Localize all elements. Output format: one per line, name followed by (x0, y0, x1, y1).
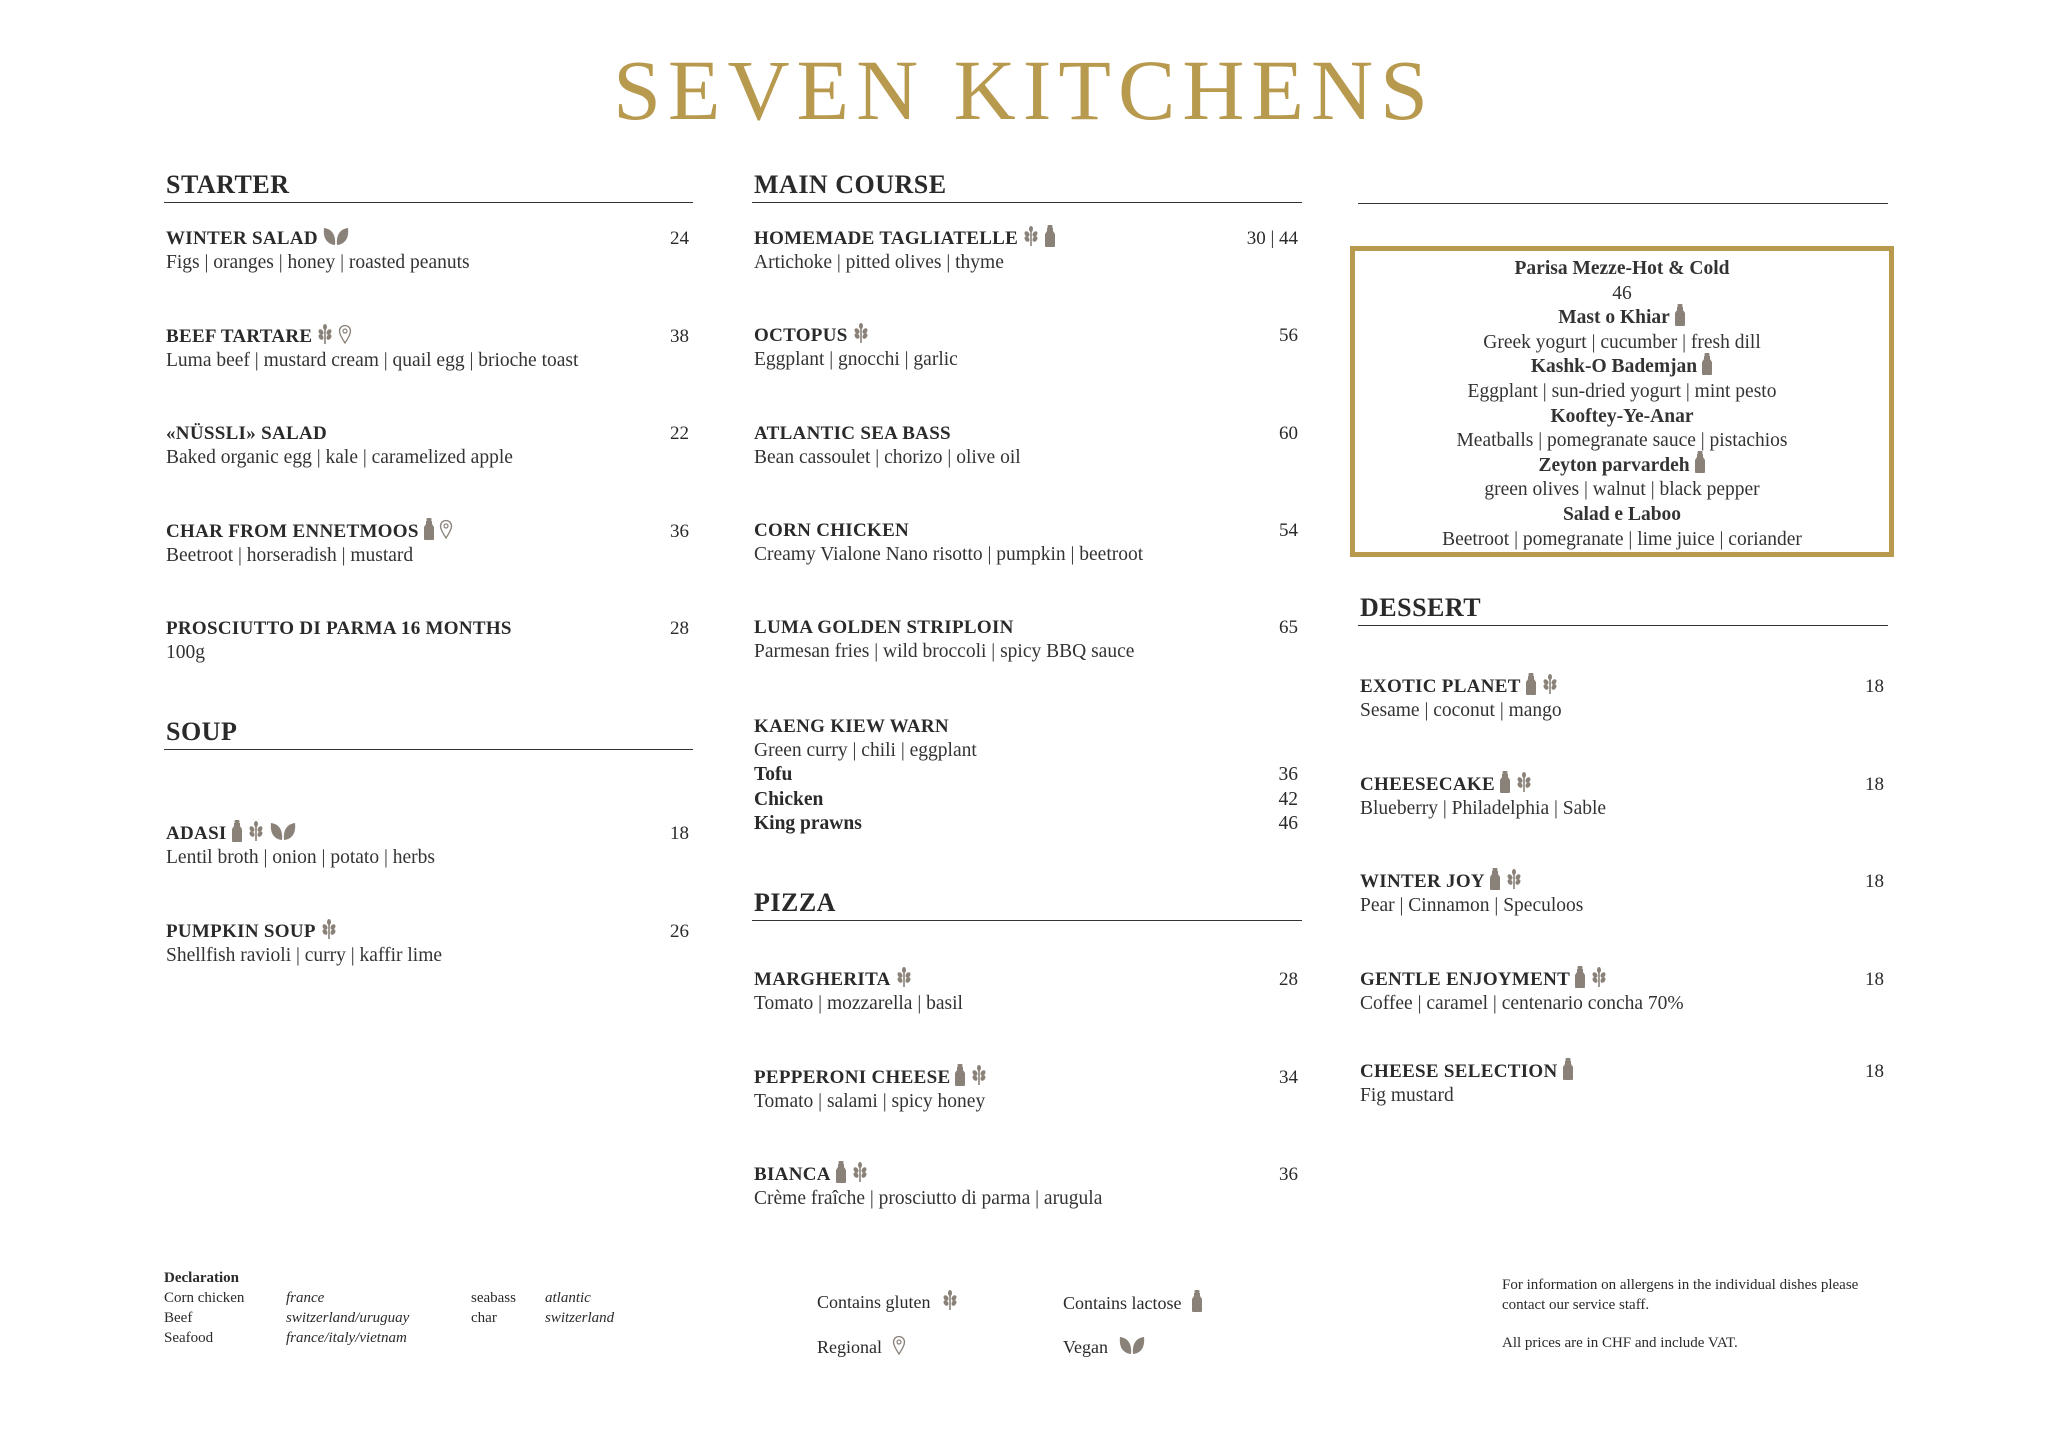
item-name-text: EXOTIC PLANET (1360, 676, 1521, 697)
lactose-icon (1574, 966, 1586, 994)
item-description: Beetroot | horseradish | mustard (166, 544, 414, 566)
item-name (164, 618, 512, 640)
lactose-icon (1701, 353, 1713, 383)
item-description: Eggplant | gnocchi | garlic (754, 349, 958, 371)
vegan-icon (269, 821, 297, 847)
item-price: 18 (1865, 871, 1884, 892)
item-price: 28 (670, 618, 689, 639)
regional-icon (338, 324, 352, 350)
declaration-row (164, 1330, 464, 1350)
gluten-icon (851, 1162, 869, 1188)
starter-section (164, 170, 693, 730)
item-price: 54 (1279, 519, 1298, 541)
gluten-icon (895, 967, 913, 993)
item-name (752, 423, 951, 445)
item-price: 18 (1865, 1060, 1884, 1082)
vegan-icon (1118, 1335, 1146, 1360)
lactose-icon (1694, 451, 1706, 481)
variant-row (752, 763, 1302, 788)
item-name-text: PEPPERONI CHEESE (754, 1066, 951, 1088)
menu-item (1358, 968, 1888, 1016)
mezze-item-description: Greek yogurt | cucumber | fresh dill (1483, 331, 1761, 353)
mezze-item-name-text: Kashk-O Bademjan (1530, 356, 1698, 378)
declaration-row (471, 1310, 691, 1330)
menu-item (1358, 1060, 1888, 1108)
soup-section (164, 717, 693, 977)
item-name-text: OCTOPUS (754, 325, 848, 347)
item-name-text: LUMA GOLDEN STRIPLOIN (754, 617, 1014, 639)
vegan-icon (322, 226, 350, 252)
declaration-row (164, 1290, 464, 1310)
item-name-text: WINTER SALAD (166, 228, 318, 249)
item-description: Luma beef | mustard cream | quail egg | brioche toast (166, 349, 579, 371)
item-price: 36 (1279, 1164, 1298, 1185)
lactose-icon (1191, 1290, 1203, 1317)
mezze-item-name (1355, 306, 1889, 331)
item-name (752, 617, 1014, 639)
item-name (752, 1064, 988, 1092)
gluten-icon (1515, 772, 1533, 798)
item-name-text: CORN CHICKEN (754, 519, 910, 541)
item-description: Crème fraîche | prosciutto di parma | arugula (754, 1188, 1103, 1209)
item-name-text: WINTER JOY (1360, 871, 1485, 892)
item-price: 18 (1865, 968, 1884, 990)
item-name (164, 423, 327, 445)
item-name-text: PROSCIUTTO DI PARMA 16 MONTHS (166, 618, 512, 639)
lactose-icon (1489, 868, 1501, 896)
lactose-icon (954, 1064, 966, 1092)
starter-heading: STARTER (164, 170, 693, 203)
menu-item (164, 422, 693, 470)
mezze-item-name (1355, 503, 1889, 528)
menu-item (164, 920, 693, 968)
pizza-section (752, 888, 1302, 1228)
item-description: Fig mustard (1360, 1084, 1454, 1106)
declaration-row (164, 1310, 464, 1330)
variant-price: 46 (1278, 813, 1298, 835)
mezze-item-name-text: Kooftey-Ye-Anar (1550, 405, 1694, 427)
declaration-origin: switzerland/uruguay (286, 1310, 410, 1326)
item-name (1358, 868, 1523, 896)
menu-item (752, 227, 1302, 275)
menu-item-kaeng-kiew-warn (752, 715, 1302, 837)
menu-item (752, 968, 1302, 1016)
item-name-text: MARGHERITA (754, 969, 891, 990)
item-description: Green curry | chili | eggplant (754, 740, 977, 761)
item-price: 30 | 44 (1246, 228, 1298, 249)
menu-item (164, 520, 693, 568)
item-name-text: HOMEMADE TAGLIATELLE (754, 228, 1019, 249)
item-price: 24 (670, 228, 689, 249)
item-price: 34 (1279, 1066, 1298, 1088)
mezze-item-name-text: Zeyton parvardeh (1538, 454, 1690, 476)
item-name (752, 520, 909, 542)
declaration-label: Beef (164, 1310, 193, 1326)
declaration-origin: france (286, 1290, 325, 1306)
legend-regional (817, 1335, 906, 1360)
variant-name: King prawns (754, 813, 862, 835)
mezze-title: Parisa Mezze-Hot & Cold (1514, 258, 1730, 279)
item-description: Figs | oranges | honey | roasted peanuts (166, 252, 470, 273)
item-description: Parmesan fries | wild broccoli | spicy BBQ sauce (754, 641, 1135, 663)
item-name: KAENG KIEW WARN (754, 716, 949, 737)
gluten-icon (970, 1065, 988, 1091)
menu-item (1358, 870, 1888, 918)
item-name-text: CHEESE SELECTION (1360, 1060, 1558, 1082)
variant-price: 42 (1278, 788, 1298, 810)
menu-item (1358, 773, 1888, 821)
mezze-item-description: green olives | walnut | black pepper (1484, 479, 1760, 501)
legend-lactose (1063, 1290, 1203, 1317)
item-name (164, 226, 350, 252)
main-course-section (752, 170, 1302, 850)
menu-item (164, 325, 693, 373)
main-course-heading: MAIN COURSE (752, 170, 1302, 203)
menu-item (1358, 675, 1888, 723)
soup-heading: SOUP (164, 717, 693, 750)
variant-price: 36 (1278, 764, 1298, 786)
item-price: 38 (670, 325, 689, 347)
declaration-label: Seafood (164, 1330, 214, 1346)
item-price: 22 (670, 423, 689, 444)
column-divider-line (1358, 203, 1888, 204)
restaurant-title: SEVEN KITCHENS (613, 42, 1435, 138)
item-description: Baked organic egg | kale | caramelized apple (166, 447, 513, 468)
mezze-item-name (1355, 355, 1889, 380)
mezze-item-name-text: Mast o Khiar (1558, 307, 1670, 329)
gluten-icon (316, 324, 334, 350)
lactose-icon (1499, 771, 1511, 799)
regional-icon (439, 519, 453, 545)
declaration-origin: atlantic (545, 1290, 591, 1306)
item-description: Pear | Cinnamon | Speculoos (1360, 895, 1584, 916)
legend-regional-label: Regional (817, 1337, 882, 1357)
item-description: Tomato | mozzarella | basil (754, 993, 963, 1014)
legend-vegan (1063, 1335, 1146, 1360)
declaration-label: Corn chicken (164, 1290, 245, 1306)
item-description: Lentil broth | onion | potato | herbs (166, 847, 435, 868)
mezze-item-name-text: Salad e Laboo (1562, 503, 1682, 525)
menu-item (752, 422, 1302, 470)
gluten-icon (1505, 869, 1523, 895)
item-description: Tomato | salami | spicy honey (754, 1090, 986, 1112)
item-name (164, 919, 338, 945)
gluten-icon (320, 919, 338, 945)
declaration-origin: france/italy/vietnam (286, 1330, 407, 1346)
mezze-item-description: Meatballs | pomegranate sauce | pistachios (1456, 430, 1788, 452)
item-name (164, 820, 297, 848)
menu-item (752, 616, 1302, 664)
menu-item (164, 227, 693, 275)
lactose-icon (231, 820, 243, 848)
item-price: 60 (1279, 422, 1298, 444)
gluten-icon (852, 323, 870, 349)
item-name-text: PUMPKIN SOUP (166, 920, 316, 942)
regional-icon (892, 1335, 906, 1360)
item-name (1358, 966, 1608, 994)
item-name (752, 225, 1056, 253)
gluten-icon (941, 1290, 959, 1315)
item-name-text: BEEF TARTARE (166, 325, 313, 347)
lactose-icon (1674, 304, 1686, 334)
gluten-icon (247, 821, 265, 847)
price-note: All prices are in CHF and include VAT. (1502, 1335, 1738, 1351)
item-price: 26 (670, 920, 689, 942)
item-description: Creamy Vialone Nano risotto | pumpkin | beetroot (754, 543, 1144, 565)
allergen-note: For information on allergens in the individual dishes please contact our service staff. (1502, 1277, 1859, 1313)
item-name-text: ADASI (166, 823, 227, 844)
mezze-item-description: Beetroot | pomegranate | lime juice | coriander (1442, 528, 1802, 550)
item-price: 36 (670, 520, 689, 542)
item-price: 65 (1279, 617, 1298, 639)
item-price: 18 (1865, 773, 1884, 795)
menu-item (164, 822, 693, 870)
mezze-box (1350, 246, 1894, 557)
item-price: 56 (1279, 325, 1298, 347)
item-name-text: ATLANTIC SEA BASS (754, 422, 951, 444)
legend-lactose-label: Contains lactose (1063, 1293, 1182, 1313)
mezze-item-name (1355, 454, 1889, 479)
item-price: 28 (1279, 969, 1298, 990)
lactose-icon (1525, 673, 1537, 701)
declaration-label: seabass (471, 1290, 516, 1306)
lactose-icon (1044, 225, 1056, 253)
item-name-text: BIANCA (754, 1164, 831, 1185)
item-description: Bean cassoulet | chorizo | olive oil (754, 446, 1021, 468)
declaration-row (471, 1290, 691, 1310)
item-name-text: CHEESECAKE (1360, 773, 1495, 795)
variant-row (752, 812, 1302, 837)
legend-gluten (817, 1290, 959, 1315)
lactose-icon (423, 518, 435, 546)
declaration-origin: switzerland (545, 1310, 615, 1326)
item-name (752, 1161, 869, 1189)
lactose-icon (1562, 1058, 1574, 1086)
menu-item (752, 324, 1302, 372)
mezze-item-name (1355, 405, 1889, 430)
item-name (752, 967, 913, 993)
menu-item (752, 519, 1302, 567)
variant-name: Chicken (754, 788, 824, 810)
item-description: 100g (166, 642, 205, 663)
item-description: Coffee | caramel | centenario concha 70% (1360, 992, 1684, 1014)
menu-item (752, 1163, 1302, 1211)
item-description: Artichoke | pitted olives | thyme (754, 252, 1004, 273)
declaration-heading: Declaration (164, 1270, 239, 1286)
mezze-price: 46 (1612, 282, 1632, 304)
item-name (1358, 771, 1533, 799)
item-name-text: CHAR FROM ENNETMOOS (166, 520, 419, 542)
declaration-label: char (471, 1310, 497, 1326)
item-name (1358, 1058, 1574, 1086)
menu-item (752, 1066, 1302, 1114)
variant-name: Tofu (754, 764, 793, 786)
item-price: 18 (670, 823, 689, 844)
item-description: Shellfish ravioli | curry | kaffir lime (166, 944, 443, 966)
item-name-text: «NÜSSLI» SALAD (166, 423, 327, 444)
dessert-section (1358, 593, 1888, 1133)
gluten-icon (1541, 674, 1559, 700)
legend-vegan-label: Vegan (1063, 1337, 1108, 1357)
item-name-text: GENTLE ENJOYMENT (1360, 968, 1571, 990)
item-name (1358, 673, 1559, 701)
legend-gluten-label: Contains gluten (817, 1292, 931, 1312)
variant-row (752, 788, 1302, 813)
menu-item (164, 617, 693, 665)
item-description: Blueberry | Philadelphia | Sable (1360, 797, 1607, 819)
item-description: Sesame | coconut | mango (1360, 700, 1562, 721)
gluten-icon (1590, 967, 1608, 993)
lactose-icon (835, 1161, 847, 1189)
item-name (164, 518, 453, 546)
pizza-heading: PIZZA (752, 888, 1302, 921)
mezze-item-description: Eggplant | sun-dried yogurt | mint pesto (1467, 380, 1777, 402)
dessert-heading: DESSERT (1358, 593, 1888, 626)
gluten-icon (1022, 226, 1040, 252)
declaration (164, 1270, 684, 1350)
item-name (164, 324, 352, 350)
item-price: 18 (1865, 676, 1884, 697)
item-name (752, 323, 870, 349)
